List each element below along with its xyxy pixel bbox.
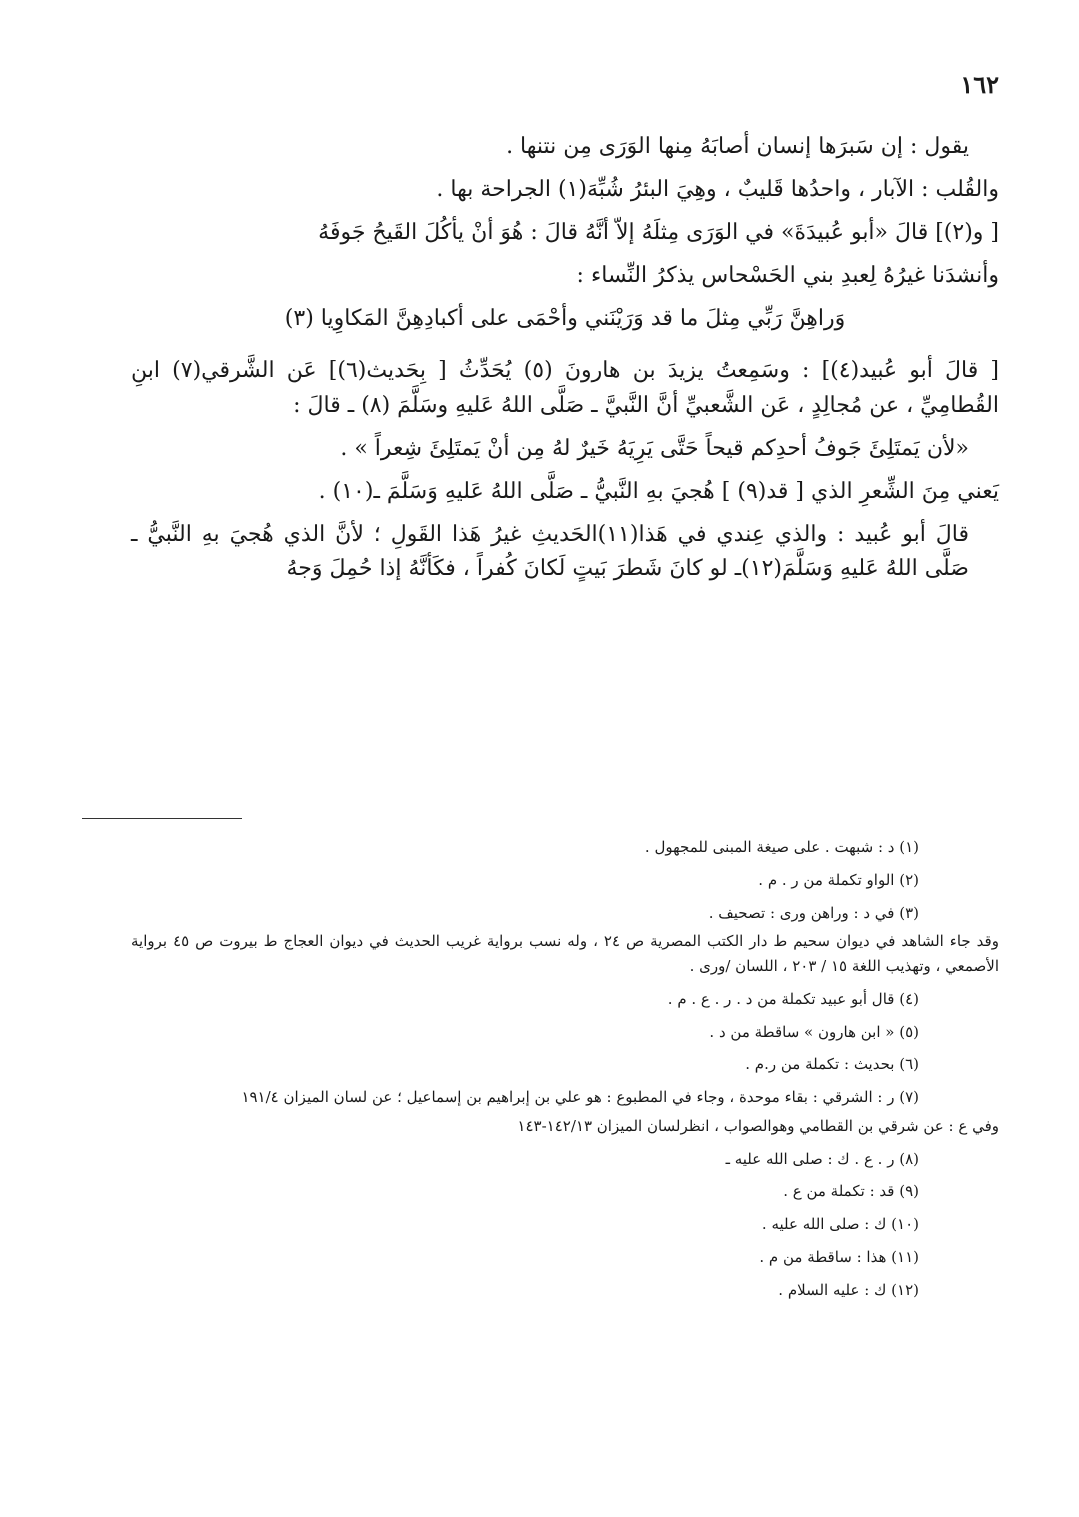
footnotes [131, 835, 999, 1310]
footnote-6: (٦) بحديث : تكملة من ر.م . [745, 1055, 919, 1074]
footnote-1: (١) د : شبهت . على صيغة المبنى للمجهول . [644, 838, 919, 856]
page-number: ١٦٢ [960, 70, 999, 99]
footnote-4: (٤) قال أبو عبيد تكملة من د . ر . ع . م . [667, 989, 919, 1008]
verse-line: وَراهِنَّ رَبِّي مِثلَ ما قد وَرَيْنَني وأحْمَى على أكبادِهِنَّ المَكاوِيا (٣) [284, 306, 846, 332]
footnote-11: (١١) هذا : ساقطة من م . [759, 1247, 919, 1266]
footnote-5: (٥) « ابن هارون » ساقطة من د . [709, 1022, 919, 1041]
footnote-10: (١٠) ك : صلى الله عليه . [761, 1215, 919, 1233]
footnote-3: (٣) في د : وراهن ورى : تصحيف . [708, 903, 919, 922]
body-paragraph-5: [ قالَ أبو عُبيد(٤)] : وسَمِعتُ يزيدَ بن هارونَ (٥) يُحَدِّثُ [ بِحَديث(٦)] عَن الشَّرقي(٧) ابنِ القُطامِيِّ ، عن مُجالِدٍ ، عَن الشَّعبيِّ أنَّ النَّبيَّ ـ صَلَّى اللهُ عَليهِ وسَلَّمَ (٨) ـ قالَ : [131, 358, 1000, 418]
body-paragraph-2: والقُلب : الآبار ، واحدُها قَليبٌ ، وهِيَ البئرُ شُبِّهَ(١) الجراحة بها . [436, 177, 999, 203]
body-paragraph-1: يقول : إن سَبرَها إنسان أصابَهُ مِنها الوَرَى مِن نتنها . [506, 134, 969, 159]
body-paragraph-4: وأنشدَنا غيرُهُ لِعبدِ بني الحَسْحاس يذكرُ النِّساء : [576, 263, 999, 289]
body-paragraph-3: [ و(٢)] قالَ «أبو عُبيدَةَ» في الوَرَى مِثلَهُ إلاّ أنَّهُ قالَ : هُوَ أنْ يأكُلَ القَيحُ جَوفَهُ [318, 220, 999, 246]
footnote-separator [82, 818, 242, 819]
footnote-12: (١٢) ك : عليه السلام . [778, 1280, 919, 1299]
footnote-2: (٢) الواو تكملة من ر . م . [758, 870, 919, 889]
body-paragraph-8: قالَ أبو عُبيد : والذي عِندي في هَذا(١١)الحَديثِ غيرُ هَذا القَولِ ؛ لأنَّ الذي هُجيَ بهِ النَّبيُّ ـ صَلَّى اللهُ عَليهِ وَسَلَّمَ(١٢)ـ لو كانَ شَطرَ بَيتٍ لَكانَ كُفراً ، فكَأنَّهُ إذا حُمِلَ وَجهُ [131, 521, 969, 581]
footnote-7-note: وفي ع : عن شرقي بن القطامي وهوالصواب ، انظرلسان الميزان ١٤٢/١٣-١٤٣ [517, 1116, 999, 1135]
main-text [131, 130, 999, 595]
footnote-3-note: وقد جاء الشاهد في ديوان سحيم ط دار الكتب المصرية ص ٢٤ ، وله نسب برواية غريب الحديث في ديوان العجاج ط بيروت ص ٤٥ برواية الأصمعي ، وتهذيب اللغة ١٥ / ٢٠٣ ، اللسان /ورى . [131, 932, 999, 975]
footnote-7: (٧) ر : الشرقي : بقاء موحدة ، وجاء في المطبوع : هو علي بن إبراهيم بن إسماعيل ؛ عن لسان الميزان ١٩١/٤ [241, 1088, 919, 1106]
footnote-9: (٩) قد : تكملة من ع . [783, 1182, 919, 1201]
footnote-8: (٨) ر . ع . ك : صلى الله عليه ـ [725, 1149, 919, 1168]
body-paragraph-7: يَعني مِنَ الشِّعرِ الذي [ قد(٩) ] هُجيَ بهِ النَّبيُّ ـ صَلَّى اللهُ عَليهِ وَسَلَّمَ ـ(١٠) . [318, 478, 999, 504]
body-paragraph-6: «لأن يَمتَلِئَ جَوفُ أحدِكم قيحاً حَتَّى يَرِيَهُ خَيرٌ لهُ مِن أنْ يَمتَلِئَ شِعراً » . [340, 435, 969, 461]
